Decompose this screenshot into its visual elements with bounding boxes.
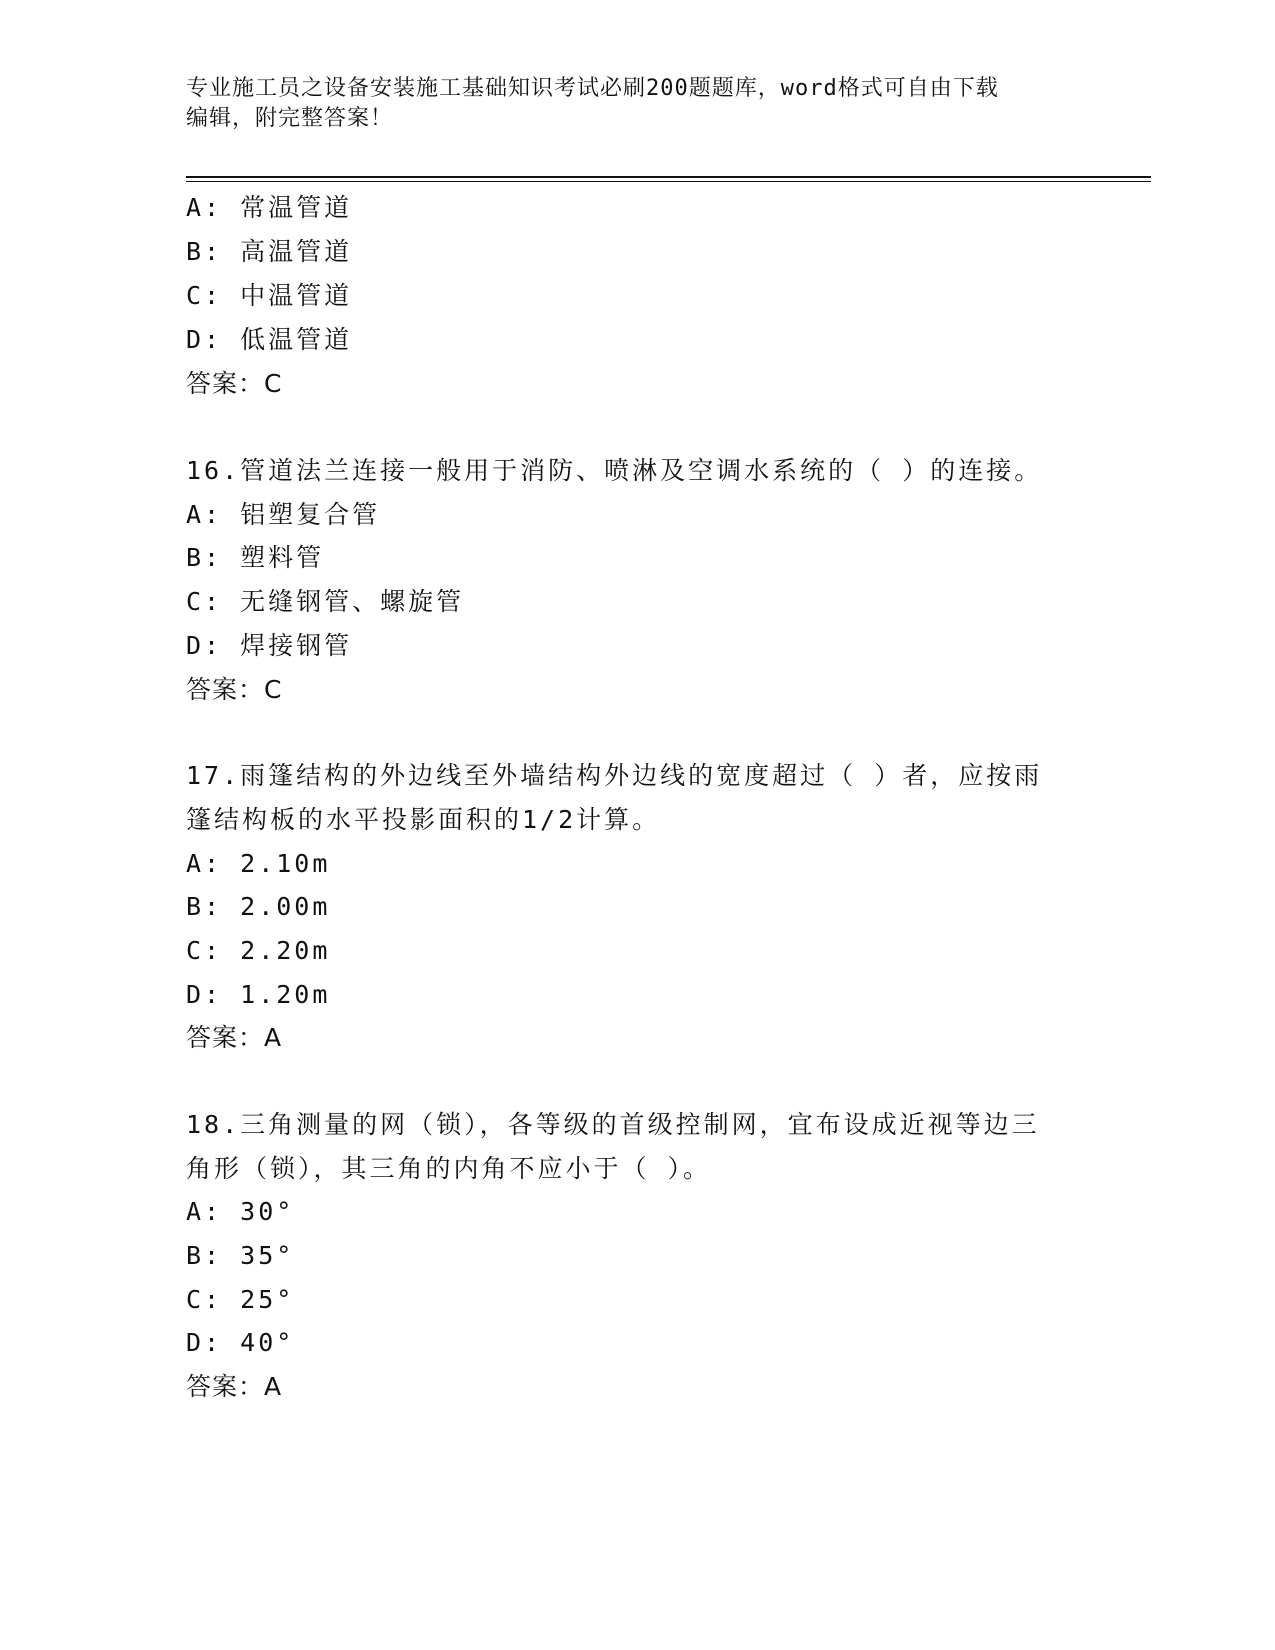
q15-option-a: A: 常温管道 xyxy=(186,193,353,222)
q15-answer: 答案：C xyxy=(186,369,283,398)
document-header xyxy=(186,74,1066,134)
q16-stem: 16.管道法兰连接一般用于消防、喷淋及空调水系统的（ ）的连接。 xyxy=(186,456,1043,485)
header-rule-thin xyxy=(186,181,1151,182)
q17-option-a: A: 2.10m xyxy=(186,849,331,878)
header-line-2: 编辑，附完整答案！ xyxy=(186,106,394,131)
q17-stem-line-1: 17.雨篷结构的外边线至外墙结构外边线的宽度超过（ ）者，应按雨 xyxy=(186,761,1043,790)
q17-stem-line-2: 篷结构板的水平投影面积的1/2计算。 xyxy=(186,805,661,834)
q15-option-d: D: 低温管道 xyxy=(186,325,353,354)
q16-answer: 答案：C xyxy=(186,675,283,704)
q15-option-c: C: 中温管道 xyxy=(186,281,353,310)
header-rule-thick xyxy=(186,176,1151,178)
q17-option-b: B: 2.00m xyxy=(186,892,331,921)
q15-option-b: B: 高温管道 xyxy=(186,237,353,266)
q16-option-b: B: 塑料管 xyxy=(186,543,325,572)
q18-stem-line-1: 18.三角测量的网（锁），各等级的首级控制网，宜布设成近视等边三 xyxy=(186,1110,1040,1139)
q18-option-d: D: 40° xyxy=(186,1328,295,1357)
q17-option-c: C: 2.20m xyxy=(186,936,331,965)
q18-option-b: B: 35° xyxy=(186,1241,295,1270)
q16-option-a: A: 铝塑复合管 xyxy=(186,500,381,529)
q16-option-d: D: 焊接钢管 xyxy=(186,631,353,660)
q18-option-c: C: 25° xyxy=(186,1285,295,1314)
q17-answer: 答案：A xyxy=(186,1023,283,1052)
q16-option-c: C: 无缝钢管、螺旋管 xyxy=(186,587,465,616)
q18-option-a: A: 30° xyxy=(186,1197,295,1226)
header-line-1: 专业施工员之设备安装施工基础知识考试必刷200题题库，word格式可自由下载 xyxy=(186,76,999,101)
q17-option-d: D: 1.20m xyxy=(186,980,331,1009)
q18-answer: 答案：A xyxy=(186,1372,283,1401)
q18-stem-line-2: 角形（锁），其三角的内角不应小于（ ）。 xyxy=(186,1154,712,1183)
